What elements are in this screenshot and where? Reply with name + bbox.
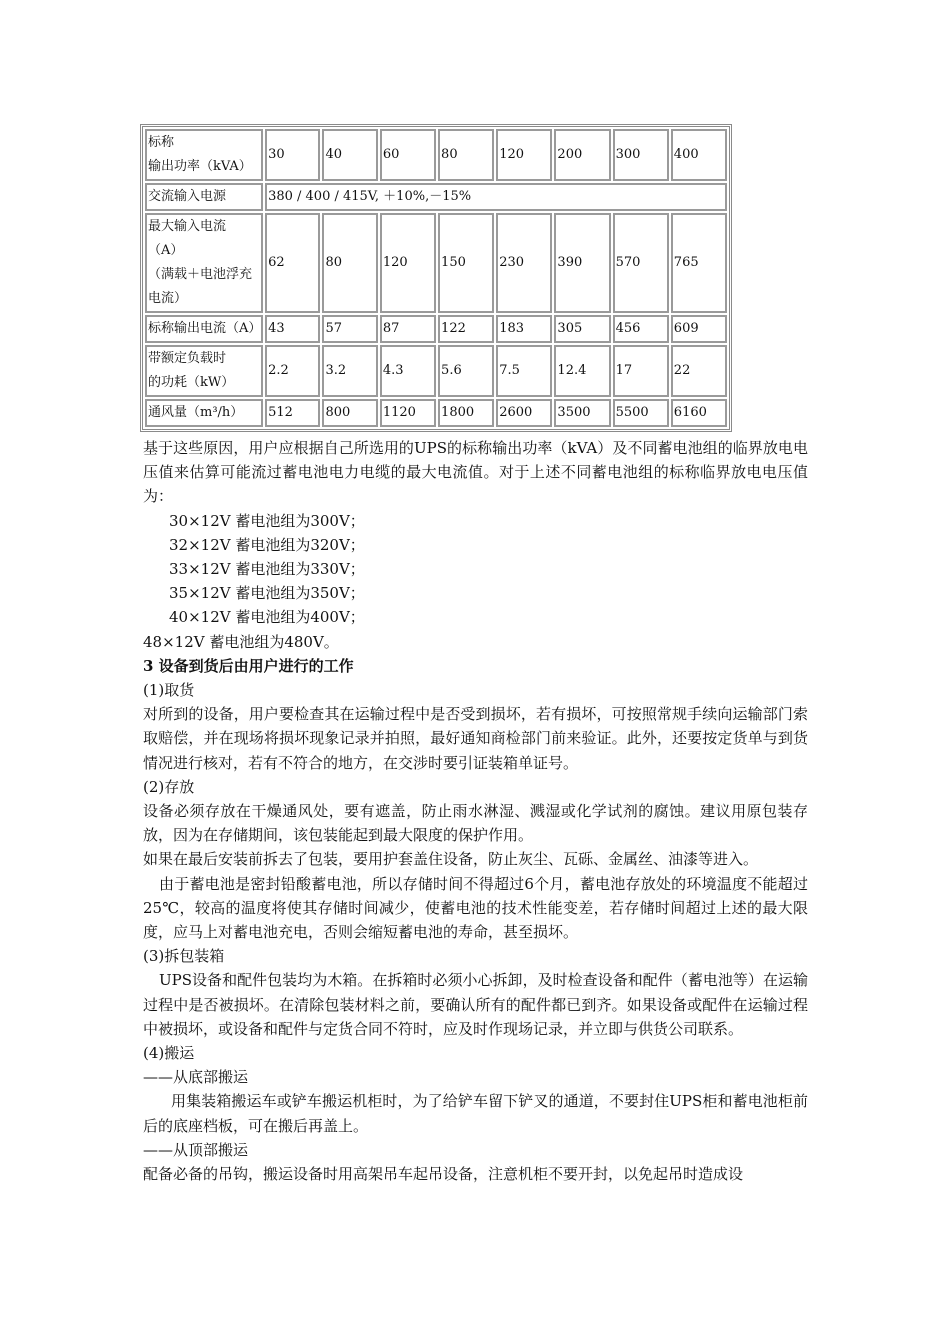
table-cell: 3.2 xyxy=(322,345,377,397)
table-cell: 60 xyxy=(380,129,436,181)
table-cell: 3500 xyxy=(554,399,610,427)
document-page xyxy=(143,124,808,1186)
table-cell: 400 xyxy=(671,129,727,181)
list-item: 32×12V 蓄电池组为320V； xyxy=(169,535,365,554)
table-cell: 380 / 400 / 415V, ＋10%,－15% xyxy=(265,183,727,211)
table-cell: 62 xyxy=(265,213,320,313)
paragraph: 如果在最后安装前拆去了包装，要用护套盖住设备，防止灰尘、瓦砾、金属丝、油漆等进入。 xyxy=(143,850,759,869)
row-header: 最大输入电流（A） （满载＋电池浮充 电流） xyxy=(145,213,263,313)
dash-heading: ——从底部搬运 xyxy=(143,1068,249,1087)
table-cell: 609 xyxy=(671,315,727,343)
table-cell: 512 xyxy=(265,399,320,427)
table-cell: 800 xyxy=(322,399,377,427)
paragraph: UPS设备和配件包装均为木箱。在拆箱时必须小心拆卸，及时检查设备和配件（蓄电池等）在运输过程中是否被损坏。在清除包装材料之前，要确认所有的配件都已到齐。如果设备或配件在运输过程中被损坏，或设备和配件与定货合同不符时，应及时作现场记录，并立即与供货公司联系。 xyxy=(143,971,808,1038)
table-row xyxy=(145,213,727,313)
table-cell: 2.2 xyxy=(265,345,320,397)
subsection-heading: (1)取货 xyxy=(143,681,195,700)
table-cell: 150 xyxy=(438,213,494,313)
table-cell: 456 xyxy=(613,315,669,343)
table-row xyxy=(145,129,727,181)
table-cell: 17 xyxy=(613,345,669,397)
body-text xyxy=(143,436,808,1186)
table-cell: 80 xyxy=(322,213,377,313)
table-cell: 87 xyxy=(380,315,436,343)
row-header: 标称 输出功率（kVA） xyxy=(145,129,263,181)
paragraph: 基于这些原因，用户应根据自己所选用的UPS的标称输出功率（kVA）及不同蓄电池组的临界放电电压值来估算可能流过蓄电池电力电缆的最大电流值。对于上述不同蓄电池组的标称临界放电电压值为： xyxy=(143,439,808,506)
table-cell: 390 xyxy=(554,213,610,313)
row-header: 交流输入电源 xyxy=(145,183,263,211)
table-row xyxy=(145,183,727,211)
table-cell: 1120 xyxy=(380,399,436,427)
subsection-heading: (3)拆包装箱 xyxy=(143,947,225,966)
paragraph: 用集装箱搬运车或铲车搬运机柜时，为了给铲车留下铲叉的通道，不要封住UPS柜和蓄电池柜前后的底座档板，可在搬后再盖上。 xyxy=(143,1092,808,1135)
table-cell: 765 xyxy=(671,213,727,313)
table-cell: 80 xyxy=(438,129,494,181)
table-cell: 22 xyxy=(671,345,727,397)
paragraph: 对所到的设备，用户要检查其在运输过程中是否受到损坏，若有损坏，可按照常规手续向运输部门索取赔偿，并在现场将损坏现象记录并拍照，最好通知商检部门前来验证。此外，还要按定货单与到货情况进行核对，若有不符合的地方，在交涉时要引证装箱单证号。 xyxy=(143,705,808,772)
table-cell: 230 xyxy=(496,213,552,313)
list-item: 30×12V 蓄电池组为300V； xyxy=(169,511,365,530)
table-cell: 570 xyxy=(613,213,669,313)
list-item: 48×12V 蓄电池组为480V。 xyxy=(143,632,339,651)
table-cell: 300 xyxy=(613,129,669,181)
table-cell: 5.6 xyxy=(438,345,494,397)
section-heading: 3 设备到货后由用户进行的工作 xyxy=(143,656,354,675)
table-cell: 200 xyxy=(554,129,610,181)
table-cell: 4.3 xyxy=(380,345,436,397)
table-row xyxy=(145,345,727,397)
table-cell: 183 xyxy=(496,315,552,343)
row-header: 标称输出电流（A） xyxy=(145,315,263,343)
subsection-heading: (4)搬运 xyxy=(143,1044,195,1063)
table-cell: 5500 xyxy=(613,399,669,427)
paragraph: 设备必须存放在干燥通风处，要有遮盖，防止雨水淋湿、溅湿或化学试剂的腐蚀。建议用原包装存放，因为在存储期间，该包装能起到最大限度的保护作用。 xyxy=(143,802,808,845)
table-cell: 305 xyxy=(554,315,610,343)
table-cell: 12.4 xyxy=(554,345,610,397)
table-cell: 6160 xyxy=(671,399,727,427)
table-row xyxy=(145,315,727,343)
row-header: 通风量（m³/h） xyxy=(145,399,263,427)
table-row xyxy=(145,399,727,427)
ups-spec-table xyxy=(140,124,732,432)
paragraph: 配备必备的吊钩，搬运设备时用高架吊车起吊设备，注意机柜不要开封，以免起吊时造成设 xyxy=(143,1165,744,1184)
table-cell: 43 xyxy=(265,315,320,343)
table-cell: 1800 xyxy=(438,399,494,427)
table-cell: 30 xyxy=(265,129,320,181)
dash-heading: ——从顶部搬运 xyxy=(143,1140,249,1159)
list-item: 33×12V 蓄电池组为330V； xyxy=(169,560,365,579)
paragraph: 由于蓄电池是密封铅酸蓄电池，所以存储时间不得超过6个月，蓄电池存放处的环境温度不能超过25℃，较高的温度将使其存储时间减少，使蓄电池的技术性能变差，若存储时间超过上述的最大限度，应马上对蓄电池充电，否则会缩短蓄电池的寿命，甚至损坏。 xyxy=(143,874,808,942)
table-cell: 120 xyxy=(380,213,436,313)
list-item: 35×12V 蓄电池组为350V； xyxy=(169,584,365,603)
list-item: 40×12V 蓄电池组为400V； xyxy=(169,608,365,627)
table-cell: 40 xyxy=(322,129,377,181)
table-cell: 2600 xyxy=(496,399,552,427)
row-header: 带额定负载时 的功耗（kW） xyxy=(145,345,263,397)
table-cell: 57 xyxy=(322,315,377,343)
subsection-heading: (2)存放 xyxy=(143,777,195,796)
table-cell: 120 xyxy=(496,129,552,181)
table-cell: 122 xyxy=(438,315,494,343)
table-cell: 7.5 xyxy=(496,345,552,397)
